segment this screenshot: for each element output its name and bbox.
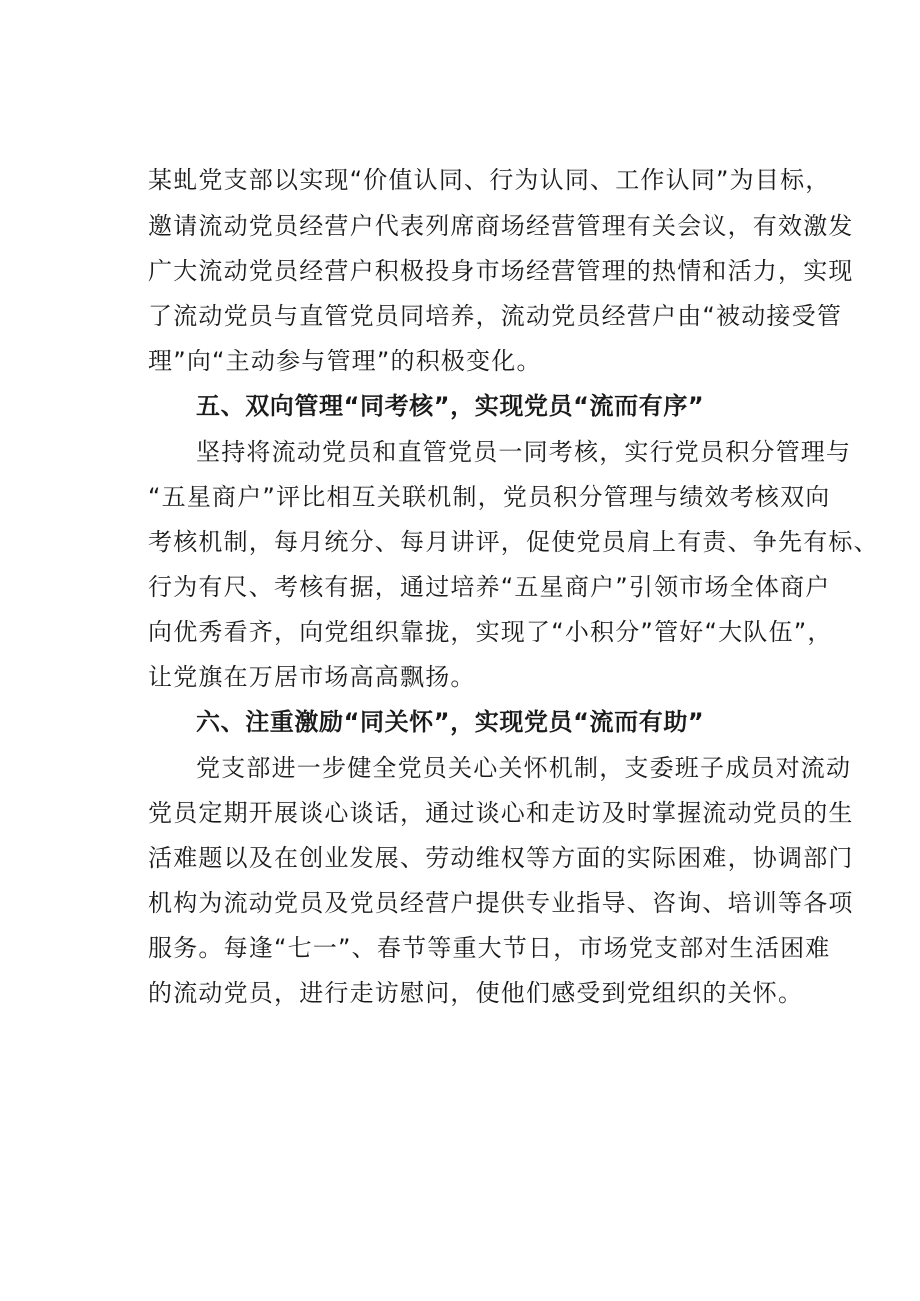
section-heading: 六、注重激励“同关怀”，实现党员“流而有助” <box>196 708 705 736</box>
section-heading: 五、双向管理“同考核”，实现党员“流而有序” <box>196 392 705 420</box>
paragraph-line: 了流动党员与直管党员同培养，流动党员经营户由“被动接受管 <box>148 302 843 330</box>
paragraph-line: 行为有尺、考核有据，通过培养“五星商户”引领市场全体商户 <box>148 573 831 601</box>
paragraph-line: 坚持将流动党员和直管党员一同考核，实行党员积分管理与 <box>196 438 852 466</box>
paragraph-line: “五星商户”评比相互关联机制，党员积分管理与绩效考核双向 <box>148 483 831 511</box>
paragraph-line: 机构为流动党员及党员经营户提供专业指导、咨询、培训等各项 <box>148 889 854 917</box>
paragraph-line: 邀请流动党员经营户代表列席商场经营管理有关会议，有效激发 <box>148 212 854 240</box>
paragraph-line: 向优秀看齐，向党组织靠拢，实现了“小积分”管好“大队伍”， <box>148 618 833 646</box>
paragraph-line: 某虬党支部以实现“价值认同、行为认同、工作认同”为目标， <box>148 166 831 194</box>
paragraph-line: 党员定期开展谈心谈话，通过谈心和走访及时掌握流动党员的生 <box>148 799 854 827</box>
paragraph-line: 考核机制，每月统分、每月讲评，促使党员肩上有责、争先有标、 <box>148 528 879 556</box>
paragraph-line: 服务。每逢“七一”、春节等重大节日，市场党支部对生活困难 <box>148 934 831 962</box>
paragraph-line: 让党旗在万居市场高高飘扬。 <box>148 663 476 691</box>
paragraph-line: 的流动党员，进行走访慰问，使他们感受到党组织的关怀。 <box>148 979 804 1007</box>
paragraph-line: 活难题以及在创业发展、劳动维权等方面的实际困难，协调部门 <box>148 844 854 872</box>
paragraph-line: 党支部进一步健全党员关心关怀机制，支委班子成员对流动 <box>196 754 852 782</box>
paragraph-line: 理”向“主动参与管理”的积极变化。 <box>148 347 542 375</box>
paragraph-line: 广大流动党员经营户积极投身市场经营管理的热情和活力，实现 <box>148 257 854 285</box>
